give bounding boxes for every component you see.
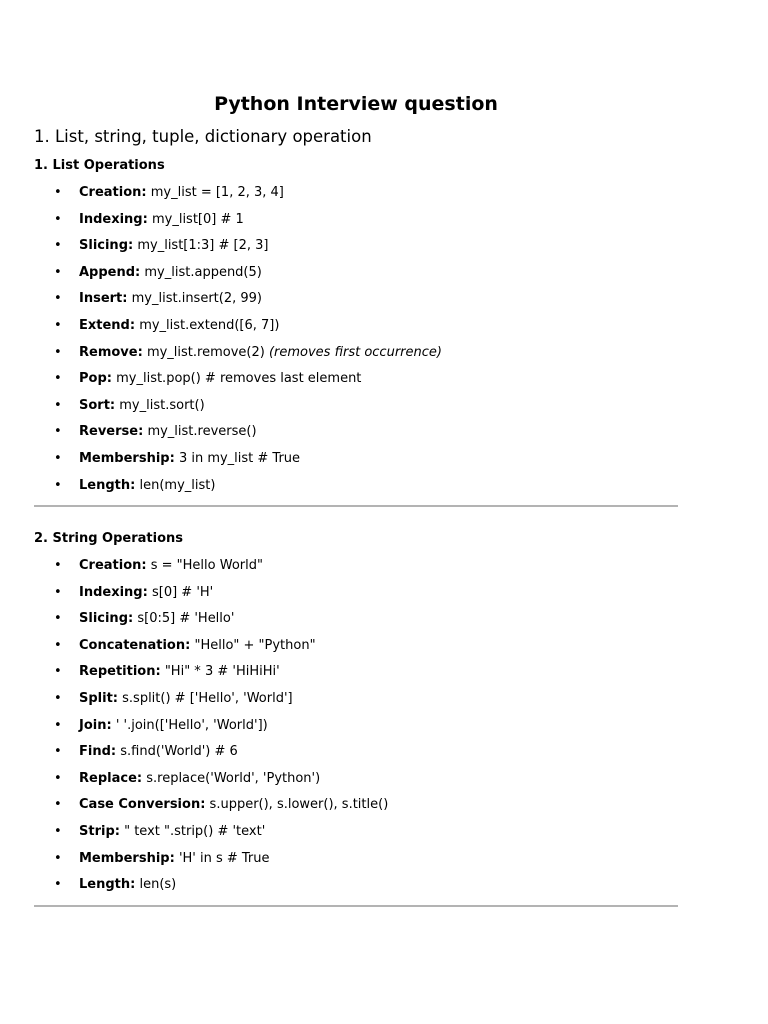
bullet-icon: •	[54, 664, 62, 680]
list-item	[0, 184, 700, 211]
item-value: s = "Hello World"	[150, 558, 263, 573]
list-item	[0, 823, 700, 850]
item-value: len(my_list)	[139, 477, 216, 493]
item-value: my_list.reverse()	[147, 424, 257, 440]
bullet-icon: •	[54, 690, 62, 706]
item-label: Creation:	[79, 185, 147, 200]
item-value: my_list.remove(2)	[146, 344, 265, 360]
list-item	[0, 743, 700, 770]
bullet-icon: •	[54, 797, 62, 813]
list-item	[0, 876, 700, 903]
string-operations-list	[0, 557, 700, 903]
document-title: Python Interview question	[214, 93, 498, 115]
item-label: Find:	[79, 744, 117, 760]
list-item	[0, 237, 700, 264]
item-label: Remove:	[79, 344, 143, 360]
item-value: "Hello" + "Python"	[194, 637, 316, 653]
bullet-icon: •	[54, 850, 62, 866]
list-item	[0, 637, 700, 664]
list-item	[0, 317, 700, 344]
item-value: s.replace('World', 'Python')	[146, 770, 321, 786]
list-item	[0, 370, 700, 397]
list-item	[0, 610, 700, 637]
bullet-icon: •	[54, 877, 62, 893]
item-value: my_list.sort()	[119, 397, 205, 413]
list-item	[0, 477, 700, 504]
item-value: my_list = [1, 2, 3, 4]	[150, 185, 284, 200]
list-item	[0, 344, 700, 371]
item-value: 3 in my_list # True	[178, 450, 301, 466]
item-label: Concatenation:	[79, 637, 191, 653]
item-label: Membership:	[79, 450, 175, 466]
item-value: 'H' in s # True	[178, 850, 270, 866]
item-value: s[0:5] # 'Hello'	[137, 611, 235, 627]
item-value: " text ".strip() # 'text'	[124, 823, 266, 839]
bullet-icon: •	[54, 637, 62, 653]
bullet-icon: •	[54, 611, 62, 627]
item-label: Creation:	[79, 558, 147, 573]
bullet-icon: •	[54, 450, 62, 466]
section-heading-string-operations: 2. String Operations	[34, 531, 183, 546]
item-value: "Hi" * 3 # 'HiHiHi'	[164, 664, 280, 680]
section-heading-list-operations: 1. List Operations	[34, 158, 165, 173]
list-item	[0, 690, 700, 717]
section-divider	[34, 905, 678, 907]
bullet-icon: •	[54, 397, 62, 413]
item-value: s.upper(), s.lower(), s.title()	[209, 797, 389, 813]
list-item	[0, 796, 700, 823]
item-label: Membership:	[79, 850, 175, 866]
item-label: Slicing:	[79, 238, 134, 254]
bullet-icon: •	[54, 238, 62, 254]
item-label: Reverse:	[79, 424, 144, 440]
list-item	[0, 663, 700, 690]
bullet-icon: •	[54, 317, 62, 333]
item-value: my_list[0] # 1	[151, 211, 244, 227]
bullet-icon: •	[54, 823, 62, 839]
list-item	[0, 290, 700, 317]
item-label: Join:	[79, 717, 112, 733]
section-divider	[34, 505, 678, 507]
bullet-icon: •	[54, 264, 62, 280]
bullet-icon: •	[54, 211, 62, 227]
bullet-icon: •	[54, 584, 62, 600]
document-subtitle: 1. List, string, tuple, dictionary operation	[34, 127, 372, 146]
bullet-icon: •	[54, 291, 62, 307]
list-item	[0, 264, 700, 291]
item-label: Append:	[79, 264, 141, 280]
bullet-icon: •	[54, 371, 62, 387]
list-item	[0, 850, 700, 877]
bullet-icon: •	[54, 477, 62, 493]
item-label: Length:	[79, 877, 136, 893]
item-label: Slicing:	[79, 611, 134, 627]
item-value: my_list.pop() # removes last element	[116, 371, 362, 387]
item-value: my_list.insert(2, 99)	[131, 291, 262, 307]
list-item	[0, 584, 700, 611]
item-label: Split:	[79, 690, 118, 706]
bullet-icon: •	[54, 770, 62, 786]
list-operations-list	[0, 184, 700, 503]
item-value: s.split() # ['Hello', 'World']	[122, 690, 293, 706]
bullet-icon: •	[54, 424, 62, 440]
item-label: Replace:	[79, 770, 143, 786]
item-label: Length:	[79, 477, 136, 493]
bullet-icon: •	[54, 344, 62, 360]
item-value: len(s)	[139, 877, 177, 893]
item-label: Pop:	[79, 371, 112, 387]
list-item	[0, 717, 700, 744]
list-item	[0, 770, 700, 797]
list-item	[0, 211, 700, 238]
item-label: Repetition:	[79, 664, 161, 680]
item-value: my_list[1:3] # [2, 3]	[137, 238, 269, 254]
item-label: Sort:	[79, 397, 116, 413]
item-label: Extend:	[79, 317, 136, 333]
list-item	[0, 397, 700, 424]
item-label: Insert:	[79, 291, 128, 307]
list-item	[0, 423, 700, 450]
item-value: my_list.append(5)	[144, 264, 262, 280]
item-value: ' '.join(['Hello', 'World'])	[115, 717, 268, 733]
item-label: Indexing:	[79, 584, 148, 600]
item-label: Case Conversion:	[79, 797, 206, 813]
item-label: Indexing:	[79, 211, 148, 227]
item-value: s[0] # 'H'	[151, 584, 214, 600]
item-label: Strip:	[79, 823, 120, 839]
item-value: s.find('World') # 6	[120, 744, 238, 760]
bullet-icon: •	[54, 185, 62, 200]
bullet-icon: •	[54, 717, 62, 733]
bullet-icon: •	[54, 744, 62, 760]
list-item	[0, 450, 700, 477]
item-value: my_list.extend([6, 7])	[139, 317, 280, 333]
item-note: (removes first occurrence)	[268, 344, 442, 360]
list-item	[0, 557, 700, 584]
bullet-icon: •	[54, 558, 62, 573]
